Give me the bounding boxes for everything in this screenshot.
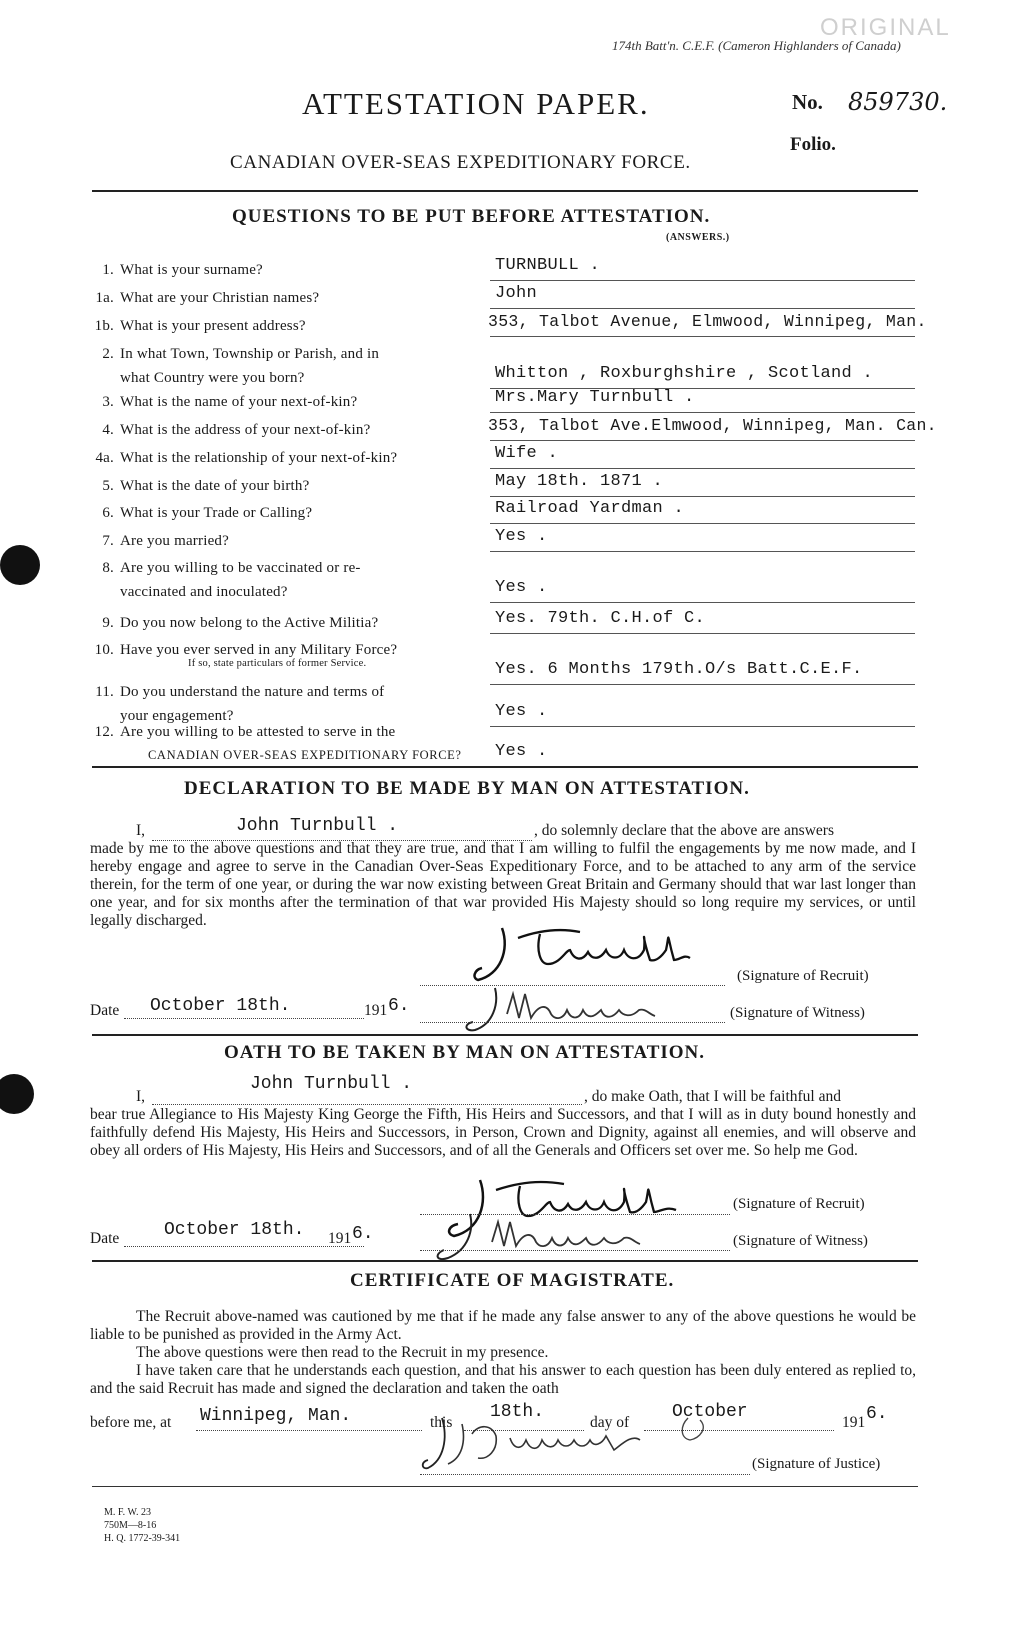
oath-heading: OATH TO BE TAKEN BY MAN ON ATTESTATION. [224, 1042, 706, 1063]
oath-year-prefix: 191 [328, 1230, 352, 1247]
question-answer: Wife . [495, 444, 559, 463]
declaration-i-label: I, [136, 822, 146, 839]
answer-line [490, 496, 915, 497]
question-answer: Yes . [495, 702, 548, 721]
certificate-bottom-rule [92, 1486, 918, 1487]
declaration-witness-sig-label: (Signature of Witness) [730, 1005, 865, 1021]
justice-signature [418, 1414, 748, 1478]
oath-name-dots [152, 1104, 582, 1105]
declaration-recruit-signature [470, 920, 710, 990]
certificate-year-prefix: 191 [842, 1414, 866, 1431]
question-number: 11. [95, 684, 114, 700]
certificate-month: October [672, 1402, 748, 1422]
question-number: 1a. [95, 290, 114, 306]
question-line: Do you understand the nature and terms of [120, 684, 385, 700]
oath-recruit-sig-label: (Signature of Recruit) [733, 1196, 865, 1212]
answer-line [490, 633, 915, 634]
question-text [92, 533, 229, 550]
question-text [92, 724, 395, 741]
oath-witness-sig-line [420, 1250, 730, 1251]
certificate-place: Winnipeg, Man. [200, 1406, 352, 1426]
footer-line: 750M—8-16 [104, 1520, 157, 1531]
form-number-label: No. [792, 90, 823, 114]
footer-line: M. F. W. 23 [104, 1507, 151, 1518]
battalion-note: 174th Batt'n. C.E.F. (Cameron Highlanders of Canada) [612, 38, 901, 53]
question-line: What is your present address? [120, 318, 306, 334]
question-text [92, 505, 312, 522]
question-text [92, 478, 309, 495]
question-text [92, 318, 306, 335]
question-number: 5. [102, 478, 114, 494]
oath-witness-sig-label: (Signature of Witness) [733, 1233, 868, 1249]
question-line: What is the address of your next-of-kin? [120, 422, 371, 438]
question-line: What is your surname? [120, 262, 263, 278]
declaration-witness-sig-line [420, 1022, 725, 1023]
question-number: 4. [102, 422, 114, 438]
question-answer: 353, Talbot Avenue, Elmwood, Winnipeg, Man. [488, 312, 927, 331]
question-line: Are you married? [120, 533, 229, 549]
question-text [92, 684, 384, 701]
declaration-witness-signature [455, 984, 705, 1036]
oath-witness-signature [410, 1210, 700, 1266]
answer-line [490, 308, 915, 309]
question-text [92, 560, 361, 577]
certificate-paragraph-1: The Recruit above-named was cautioned by me that if he made any false answer to any of the above questions he would be liable to be punished as provided in the Army Act. [90, 1308, 916, 1343]
declaration-rule [92, 1034, 918, 1036]
justice-sig-line [420, 1474, 750, 1475]
certificate-day: 18th. [490, 1402, 545, 1422]
answers-label: (ANSWERS.) [666, 232, 730, 243]
question-line: vaccinated and inoculated? [120, 584, 288, 600]
question-answer: Whitton , Roxburghshire , Scotland . [495, 364, 874, 383]
question-number: 9. [102, 615, 114, 631]
question-line: What is the relationship of your next-of-kin? [120, 450, 398, 466]
punch-hole-bottom [0, 1074, 34, 1114]
oath-date-value: October 18th. [164, 1220, 305, 1240]
question-line: CANADIAN OVER-SEAS EXPEDITIONARY FORCE? [148, 748, 462, 762]
oath-i-label: I, [136, 1088, 146, 1105]
question-answer: May 18th. 1871 . [495, 472, 664, 491]
answer-line [490, 336, 915, 337]
question-number: 3. [102, 394, 114, 410]
question-line: what Country were you born? [120, 370, 305, 386]
page-subtitle: CANADIAN OVER-SEAS EXPEDITIONARY FORCE. [230, 152, 691, 173]
oath-name: John Turnbull . [250, 1074, 413, 1094]
question-text [92, 584, 288, 601]
question-number: 2. [102, 346, 114, 362]
question-line: Do you now belong to the Active Militia? [120, 615, 379, 631]
question-line: What is the name of your next-of-kin? [120, 394, 358, 410]
declaration-date-label: Date [90, 1002, 120, 1019]
answer-line [490, 602, 915, 603]
question-text [92, 370, 305, 387]
answer-line [490, 280, 915, 281]
original-stamp: ORIGINAL [820, 14, 951, 41]
question-text [92, 615, 378, 632]
question-answer: Yes . [495, 527, 548, 546]
question-text [92, 642, 397, 659]
answer-line [490, 523, 915, 524]
question-line: What are your Christian names? [120, 290, 320, 306]
folio-label: Folio. [790, 134, 836, 155]
answer-line [490, 440, 915, 441]
certificate-heading: CERTIFICATE OF MAGISTRATE. [350, 1270, 675, 1291]
declaration-year-prefix: 191 [364, 1002, 388, 1019]
question-text [92, 394, 357, 411]
question-number: 8. [102, 560, 114, 576]
answer-line [490, 726, 915, 727]
declaration-text: made by me to the above questions and that they are true, and that I am willing to fulfil the engagements by me now made, and I hereby engage and agree to serve in the Canadian Over-Seas Expeditionary Force, and to be attached to any arm of the service therein, for the term of one year, or during the war now existing between Great Britain and Germany should that war last longer than one year, and for six months after the termination of that war provided His Majesty should so long require my services, or until legally discharged. [90, 840, 916, 929]
question-answer: Railroad Yardman . [495, 499, 685, 518]
oath-rule [92, 1260, 918, 1262]
declaration-heading: DECLARATION TO BE MADE BY MAN ON ATTESTATION. [184, 778, 750, 799]
question-answer: 353, Talbot Ave.Elmwood, Winnipeg, Man. Can. [488, 416, 937, 435]
certificate-paragraph-2: The above questions were then read to the Recruit in my presence. [136, 1344, 549, 1361]
answer-line [490, 412, 915, 413]
question-text [92, 346, 379, 363]
question-line: What is the date of your birth? [120, 478, 310, 494]
question-answer: Yes . [495, 578, 548, 597]
question-line: Have you ever served in any Military Force? [120, 642, 398, 658]
question-text [92, 422, 370, 439]
question-text [160, 658, 366, 669]
question-number: 10. [94, 642, 114, 658]
question-answer: Yes. 6 Months 179th.O/s Batt.C.E.F. [495, 660, 863, 679]
certificate-paragraph-3: I have taken care that he understands each question, and that his answer to each question has been duly entered as replied to, and the said Recruit has made and signed the declaration and taken the oath [90, 1362, 916, 1397]
justice-sig-label: (Signature of Justice) [752, 1456, 881, 1472]
question-line: What is your Trade or Calling? [120, 505, 313, 521]
oath-text-1: , do make Oath, that I will be faithful and [584, 1088, 841, 1105]
question-number: 12. [94, 724, 114, 740]
declaration-name: John Turnbull . [236, 816, 399, 836]
declaration-date-value: October 18th. [150, 996, 291, 1016]
question-line: If so, state particulars of former Service. [188, 658, 367, 669]
question-number: 7. [102, 533, 114, 549]
punch-hole-top [0, 545, 40, 585]
question-line: Are you willing to be vaccinated or re- [120, 560, 361, 576]
declaration-year-suffix: 6. [388, 996, 410, 1016]
declaration-recruit-sig-label: (Signature of Recruit) [737, 968, 869, 984]
question-answer: TURNBULL . [495, 256, 601, 275]
certificate-place-dots [196, 1430, 422, 1431]
question-answer: John [495, 284, 538, 303]
footer-codes [104, 1506, 180, 1545]
question-text [92, 708, 234, 725]
oath-year-suffix: 6. [352, 1224, 374, 1244]
question-number: 4a. [95, 450, 114, 466]
certificate-day-of-label: day of [590, 1414, 630, 1431]
form-number-value: 859730. [848, 88, 948, 116]
question-number: 6. [102, 505, 114, 521]
question-text [92, 290, 319, 307]
answer-line [490, 551, 915, 552]
oath-date-label: Date [90, 1230, 120, 1247]
question-line: your engagement? [120, 708, 234, 724]
question-line: In what Town, Township or Parish, and in [120, 346, 380, 362]
questions-rule [92, 766, 918, 768]
declaration-date-dots [124, 1018, 364, 1019]
question-answer: Yes. 79th. C.H.of C. [495, 609, 706, 628]
certificate-before-label: before me, at [90, 1414, 172, 1431]
answer-line [490, 468, 915, 469]
declaration-text-1: , do solemnly declare that the above are answers [534, 822, 834, 839]
oath-text: bear true Allegiance to His Majesty King George the Fifth, His Heirs and Successors, and that I will as in duty bound honestly and faithfully defend His Majesty, His Heirs and Successors, in Person, Crown and Dignity, against all enemies, and will observe and obey all orders of His Majesty, His Heirs and Successors, and of all the Generals and Officers set over me. So help me God. [90, 1106, 916, 1159]
page-title: ATTESTATION PAPER. [302, 86, 650, 121]
header-rule [92, 190, 918, 192]
question-text [120, 748, 462, 763]
question-text [92, 262, 263, 279]
question-answer: Yes . [495, 742, 548, 761]
questions-heading: QUESTIONS TO BE PUT BEFORE ATTESTATION. [232, 206, 711, 227]
certificate-year-suffix: 6. [866, 1404, 888, 1424]
question-number: 1b. [94, 318, 114, 334]
question-text [92, 450, 397, 467]
certificate-this-label: this [430, 1414, 453, 1431]
question-answer: Mrs.Mary Turnbull . [495, 388, 695, 407]
answer-line [490, 684, 915, 685]
question-number: 1. [102, 262, 114, 278]
footer-line: H. Q. 1772-39-341 [104, 1533, 181, 1544]
question-line: Are you willing to be attested to serve in the [120, 724, 396, 740]
